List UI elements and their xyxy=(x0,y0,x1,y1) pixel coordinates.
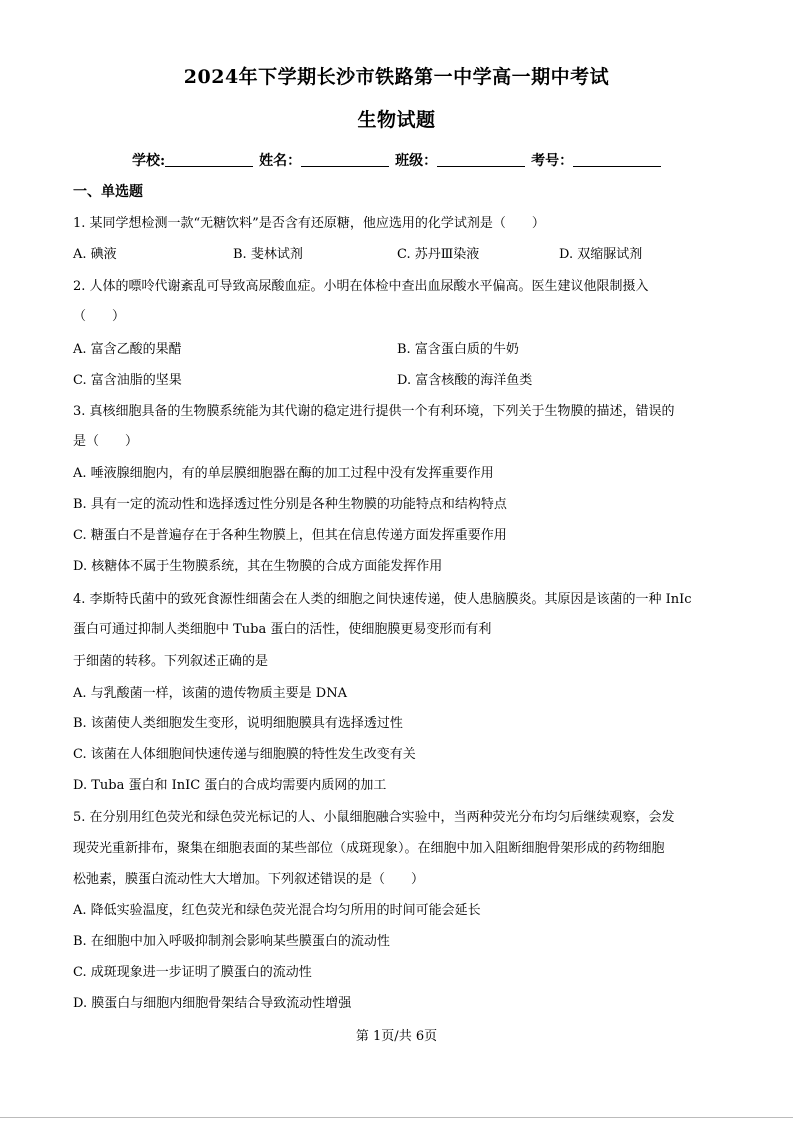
name-blank[interactable] xyxy=(301,152,389,167)
section-title: 一、单选题 xyxy=(73,184,143,200)
question-4-stem-cont-2: 于细菌的转移。下列叙述正确的是 xyxy=(73,654,269,669)
question-1-option-c: C. 苏丹Ⅲ染液 xyxy=(397,247,480,262)
question-4-stem-cont-1: 蛋白可通过抑制人类细胞中 Tuba 蛋白的活性，使细胞膜更易变形而有利 xyxy=(73,622,492,637)
exam-no-label: 考号： xyxy=(531,153,574,169)
question-2-option-d: D. 富含核酸的海洋鱼类 xyxy=(397,373,533,388)
question-2-stem: 2. 人体的嘌呤代谢紊乱可导致高尿酸血症。小明在体检中查出血尿酸水平偏高。医生建议他限制摄入 xyxy=(73,279,649,294)
exam-subtitle: 生物试题 xyxy=(357,109,436,131)
question-3-option-c: C. 糖蛋白不是普遍存在于各种生物膜上，但其在信息传递方面发挥重要作用 xyxy=(73,528,507,543)
class-blank[interactable] xyxy=(437,152,525,167)
school-blank[interactable] xyxy=(165,152,253,167)
question-1-stem: 1. 某同学想检测一款“无糖饮料”是否含有还原糖，他应选用的化学试剂是（ ） xyxy=(73,216,545,231)
question-4-option-a: A. 与乳酸菌一样，该菌的遗传物质主要是 DNA xyxy=(73,686,347,701)
question-5-stem: 5. 在分别用红色荧光和绿色荧光标记的人、小鼠细胞融合实验中，当两种荧光分布均匀后继续观察，会发 xyxy=(73,810,675,825)
question-4-option-c: C. 该菌在人体细胞间快速传递与细胞膜的特性发生改变有关 xyxy=(73,747,416,762)
question-2-option-c: C. 富含油脂的坚果 xyxy=(73,373,182,388)
question-3-stem-cont: 是（ ） xyxy=(73,434,139,449)
question-5-option-a: A. 降低实验温度，红色荧光和绿色荧光混合均匀所用的时间可能会延长 xyxy=(73,903,481,918)
question-5-stem-cont-1: 现荧光重新排布，聚集在细胞表面的某些部位（成斑现象）。在细胞中加入阻断细胞骨架形成的药物细胞 xyxy=(73,841,665,856)
page-bottom-rule xyxy=(0,1117,793,1118)
question-4-option-b: B. 该菌使人类细胞发生变形，说明细胞膜具有选择透过性 xyxy=(73,716,403,731)
class-label: 班级： xyxy=(395,153,438,169)
question-4-option-d: D. Tuba 蛋白和 InIC 蛋白的合成均需要内质网的加工 xyxy=(73,778,387,793)
question-3-option-d: D. 核糖体不属于生物膜系统，其在生物膜的合成方面能发挥作用 xyxy=(73,559,443,574)
question-5-option-c: C. 成斑现象进一步证明了膜蛋白的流动性 xyxy=(73,965,312,980)
question-2-stem-cont: （ ） xyxy=(73,309,126,324)
question-3-option-b: B. 具有一定的流动性和选择透过性分别是各种生物膜的功能特点和结构特点 xyxy=(73,497,507,512)
question-1-option-b: B. 斐林试剂 xyxy=(233,247,303,262)
question-5-option-d: D. 膜蛋白与细胞内细胞骨架结合导致流动性增强 xyxy=(73,996,352,1011)
question-5-option-b: B. 在细胞中加入呼吸抑制剂会影响某些膜蛋白的流动性 xyxy=(73,934,390,949)
name-label: 姓名： xyxy=(259,153,302,169)
student-info-row xyxy=(132,150,667,170)
question-5-stem-cont-2: 松弛素，膜蛋白流动性大大增加。下列叙述错误的是（ ） xyxy=(73,872,425,887)
question-1-option-a: A. 碘液 xyxy=(73,247,117,262)
exam-no-blank[interactable] xyxy=(573,152,661,167)
question-2-option-a: A. 富含乙酸的果醋 xyxy=(73,342,182,357)
page-number: 第 1页/共 6页 xyxy=(355,1029,438,1044)
question-1-option-d: D. 双缩脲试剂 xyxy=(559,247,643,262)
question-2-option-b: B. 富含蛋白质的牛奶 xyxy=(397,342,519,357)
question-3-stem: 3. 真核细胞具备的生物膜系统能为其代谢的稳定进行提供一个有利环境，下列关于生物膜的描述，错误的 xyxy=(73,404,675,419)
question-4-stem: 4. 李斯特氏菌中的致死食源性细菌会在人类的细胞之间快速传递，使人患脑膜炎。其原因是该菌的一种 InIc xyxy=(73,592,692,607)
question-3-option-a: A. 唾液腺细胞内，有的单层膜细胞器在酶的加工过程中没有发挥重要作用 xyxy=(73,466,494,481)
school-label: 学校: xyxy=(132,153,166,169)
exam-title: 2024年下学期长沙市铁路第一中学高一期中考试 xyxy=(183,66,610,88)
